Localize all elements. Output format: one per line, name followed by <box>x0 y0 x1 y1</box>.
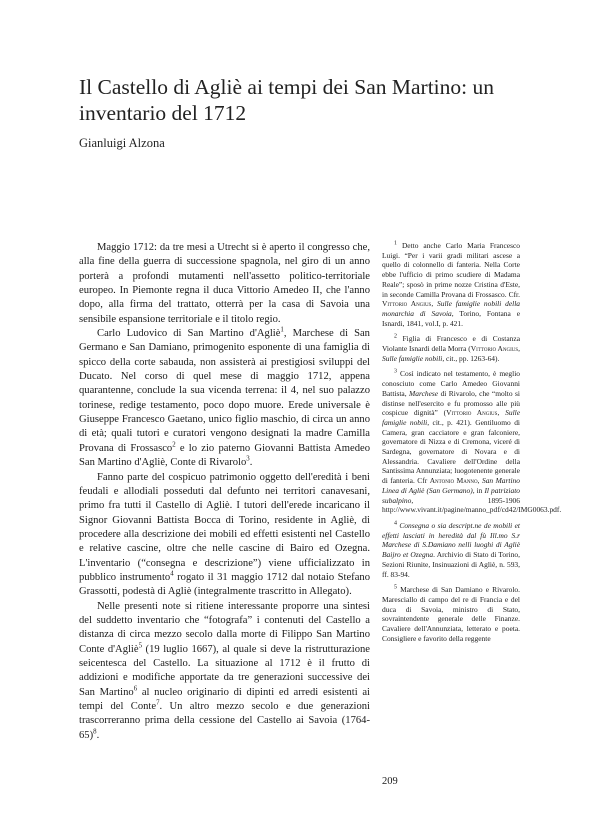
footnote-ref-3[interactable]: 3 <box>246 455 250 463</box>
footnote-ref-7[interactable]: 7 <box>156 699 160 707</box>
paragraph-3: Fanno parte del cospicuo patrimonio oggetto dell'eredità i beni feudali e allodiali posseduti dal defunto nei territori canavesani, primo fra tutti il Castello di Agliè. I tutori dell'erede incaricano il Signor Giovanni Battista Bocca di Torino, residente in Agliè, di procedere alla descrizione dei mobili ed effetti esistenti nel Castello e relative cascine, oltre che nelle cascine di Bairo ed Ozegna. L'inventario (“consegna e descrizione”) viene ufficializzato in pubblico instrumento$^4$ rogato il 31 maggio 1712 dal notaio Stefano Grassotti, podestà di Agliè (integralmente trascritto in Allegato). <box>79 471 370 598</box>
footnote-ref-4[interactable]: 4 <box>170 570 174 578</box>
footnotes-column <box>382 240 562 648</box>
paragraph-1: Maggio 1712: da tre mesi a Utrecht si è aperto il congresso che, alla fine della guerra di successione spagnola, nel giro di un anno porterà a profondi mutamenti nell'assetto politico-territoriale europeo. In Piemonte regna il duca Vittorio Amedeo II, che l'anno dopo, alla firma del trattato, otterrà per la casa di Savoia una sensibile espansione territoriale e il titolo regio. <box>79 242 370 325</box>
footnote-2: $^2$ Figlia di Francesco e di Costanza Violante Isnardi della Morra (Vittorio Angius, Sulle famiglie nobili, cit., pp. 1263-64). <box>382 333 521 363</box>
footnote-ref-8[interactable]: 8 <box>93 728 97 736</box>
footnote-ref-1[interactable]: 1 <box>280 326 284 334</box>
footnote-ref-5[interactable]: 5 <box>138 642 143 650</box>
footnote-3: $^3$ Così indicato nel testamento, è meglio conosciuto come Carlo Amedeo Giovanni Battista, Marchese di Rivarolo, che “molto si distinse nell'esercito e fu promosso alle più cospicue dignità” (Vittorio Angius, Sulle famiglie nobili, cit., p. 421). Gentiluomo di Camera, gran cacciatore e gran falconiere, governatore di Nizza e di Cremona, viceré di Sardegna, governatore di Novara e di Alessandria. Cavaliere dell'Ordine della Santissima Annunziata; luogotenente generale di fanteria. Cfr Antonio Manno, San Martino Linea di Agliè (San Germano), in Il patriziato subalpino, 1895-1906 http://www.vivant.it/pagine/manno_pdf/cd42/IMG0063.pdf. <box>382 368 562 515</box>
article-title: Il Castello di Agliè ai tempi dei San Martino: un inventario del 1712 <box>79 75 495 125</box>
page-number: 209 <box>382 776 398 787</box>
footnote-ref-2[interactable]: 2 <box>172 441 176 449</box>
footnote-ref-6[interactable]: 6 <box>133 685 138 693</box>
footnote-1: $^1$ Detto anche Carlo Maria Francesco Luigi. “Per i varii gradi militari ascese a quello di colonnello di fanteria. Nella Corte ebbe l'ufficio di primo scudiere di Madama Reale”; sposò in prime nozze Cristina d'Este, in seconde Camilla Provana di Frossasco. Cfr. Vittorio Angius, Sulle famiglie nobili della monarchia di Savoia, Torino, Fontana e Isnardi, 1841, vol.I, p. 421. <box>382 240 521 328</box>
paragraph-4: Nelle presenti note si ritiene interessante proporre una sintesi del suddetto inventario che “fotografa” i contenuti del Castello a distanza di circa mezzo secolo dalla morte di Filippo San Martino Conte d'Agliè$^5$ (19 luglio 1667), al quale si deve la ristrutturazione seicentesca del Castello. La situazione al 1712 è il frutto di addizioni e modifiche apportate da tre generazioni successive dei San Martino$^6$ al nucleo originario di dipinti ed arredi esistenti ai tempi del Conte$^7$. Un altro mezzo secolo e due generazioni trascorreranno prima della cessione del Castello ai Savoia (1764-65)$^8$. <box>79 600 370 741</box>
main-text-column <box>79 241 370 743</box>
footnote-4: $^4$ Consegna o sia descript.ne de mobili et effetti lasciati in heredità dal fù Ill.mo S.r Marchese di S.Damiano nelli luoghi di Agliè Baijro et Ozegna. Archivio di Stato di Torino, Sezioni Riunite, Insinuazioni di Agliè, n. 593, ff. 83-94. <box>382 520 520 579</box>
author-name: Gianluigi Alzona <box>79 136 165 150</box>
footnote-5: $^5$ Marchese di San Damiano e Rivarolo. Maresciallo di campo del re di Francia e del duca di Savoia, ministro di Stato, sovraintendente generale delle Finanze. Cavaliere dell'Annunziata, letterato e poeta. Consigliere e favorito della reggente <box>382 584 520 643</box>
paragraph-2: Carlo Ludovico di San Martino d'Agliè$^1$, Marchese di San Germano e San Damiano, primogenito esponente di una famiglia di spicco della corte sabauda, non assisterà ai prestigiosi sviluppi del Ducato. Nel corso di quel mese di maggio 1712, appena quarantenne, conclude la sua vicenda terrena: il 4, nel suo palazzo torinese, redige testamento, poco dopo muore. Erede universale è Giuseppe Francesco Gaetano, unico figlio maschio, di circa un anno di età; quali tutori e curatori vengono designati la madre Camilla Provana di Frossasco$^2$ e lo zio paterno Giovanni Battista Amedeo San Martino d'Agliè, Conte di Rivarolo$^3$. <box>79 326 370 469</box>
